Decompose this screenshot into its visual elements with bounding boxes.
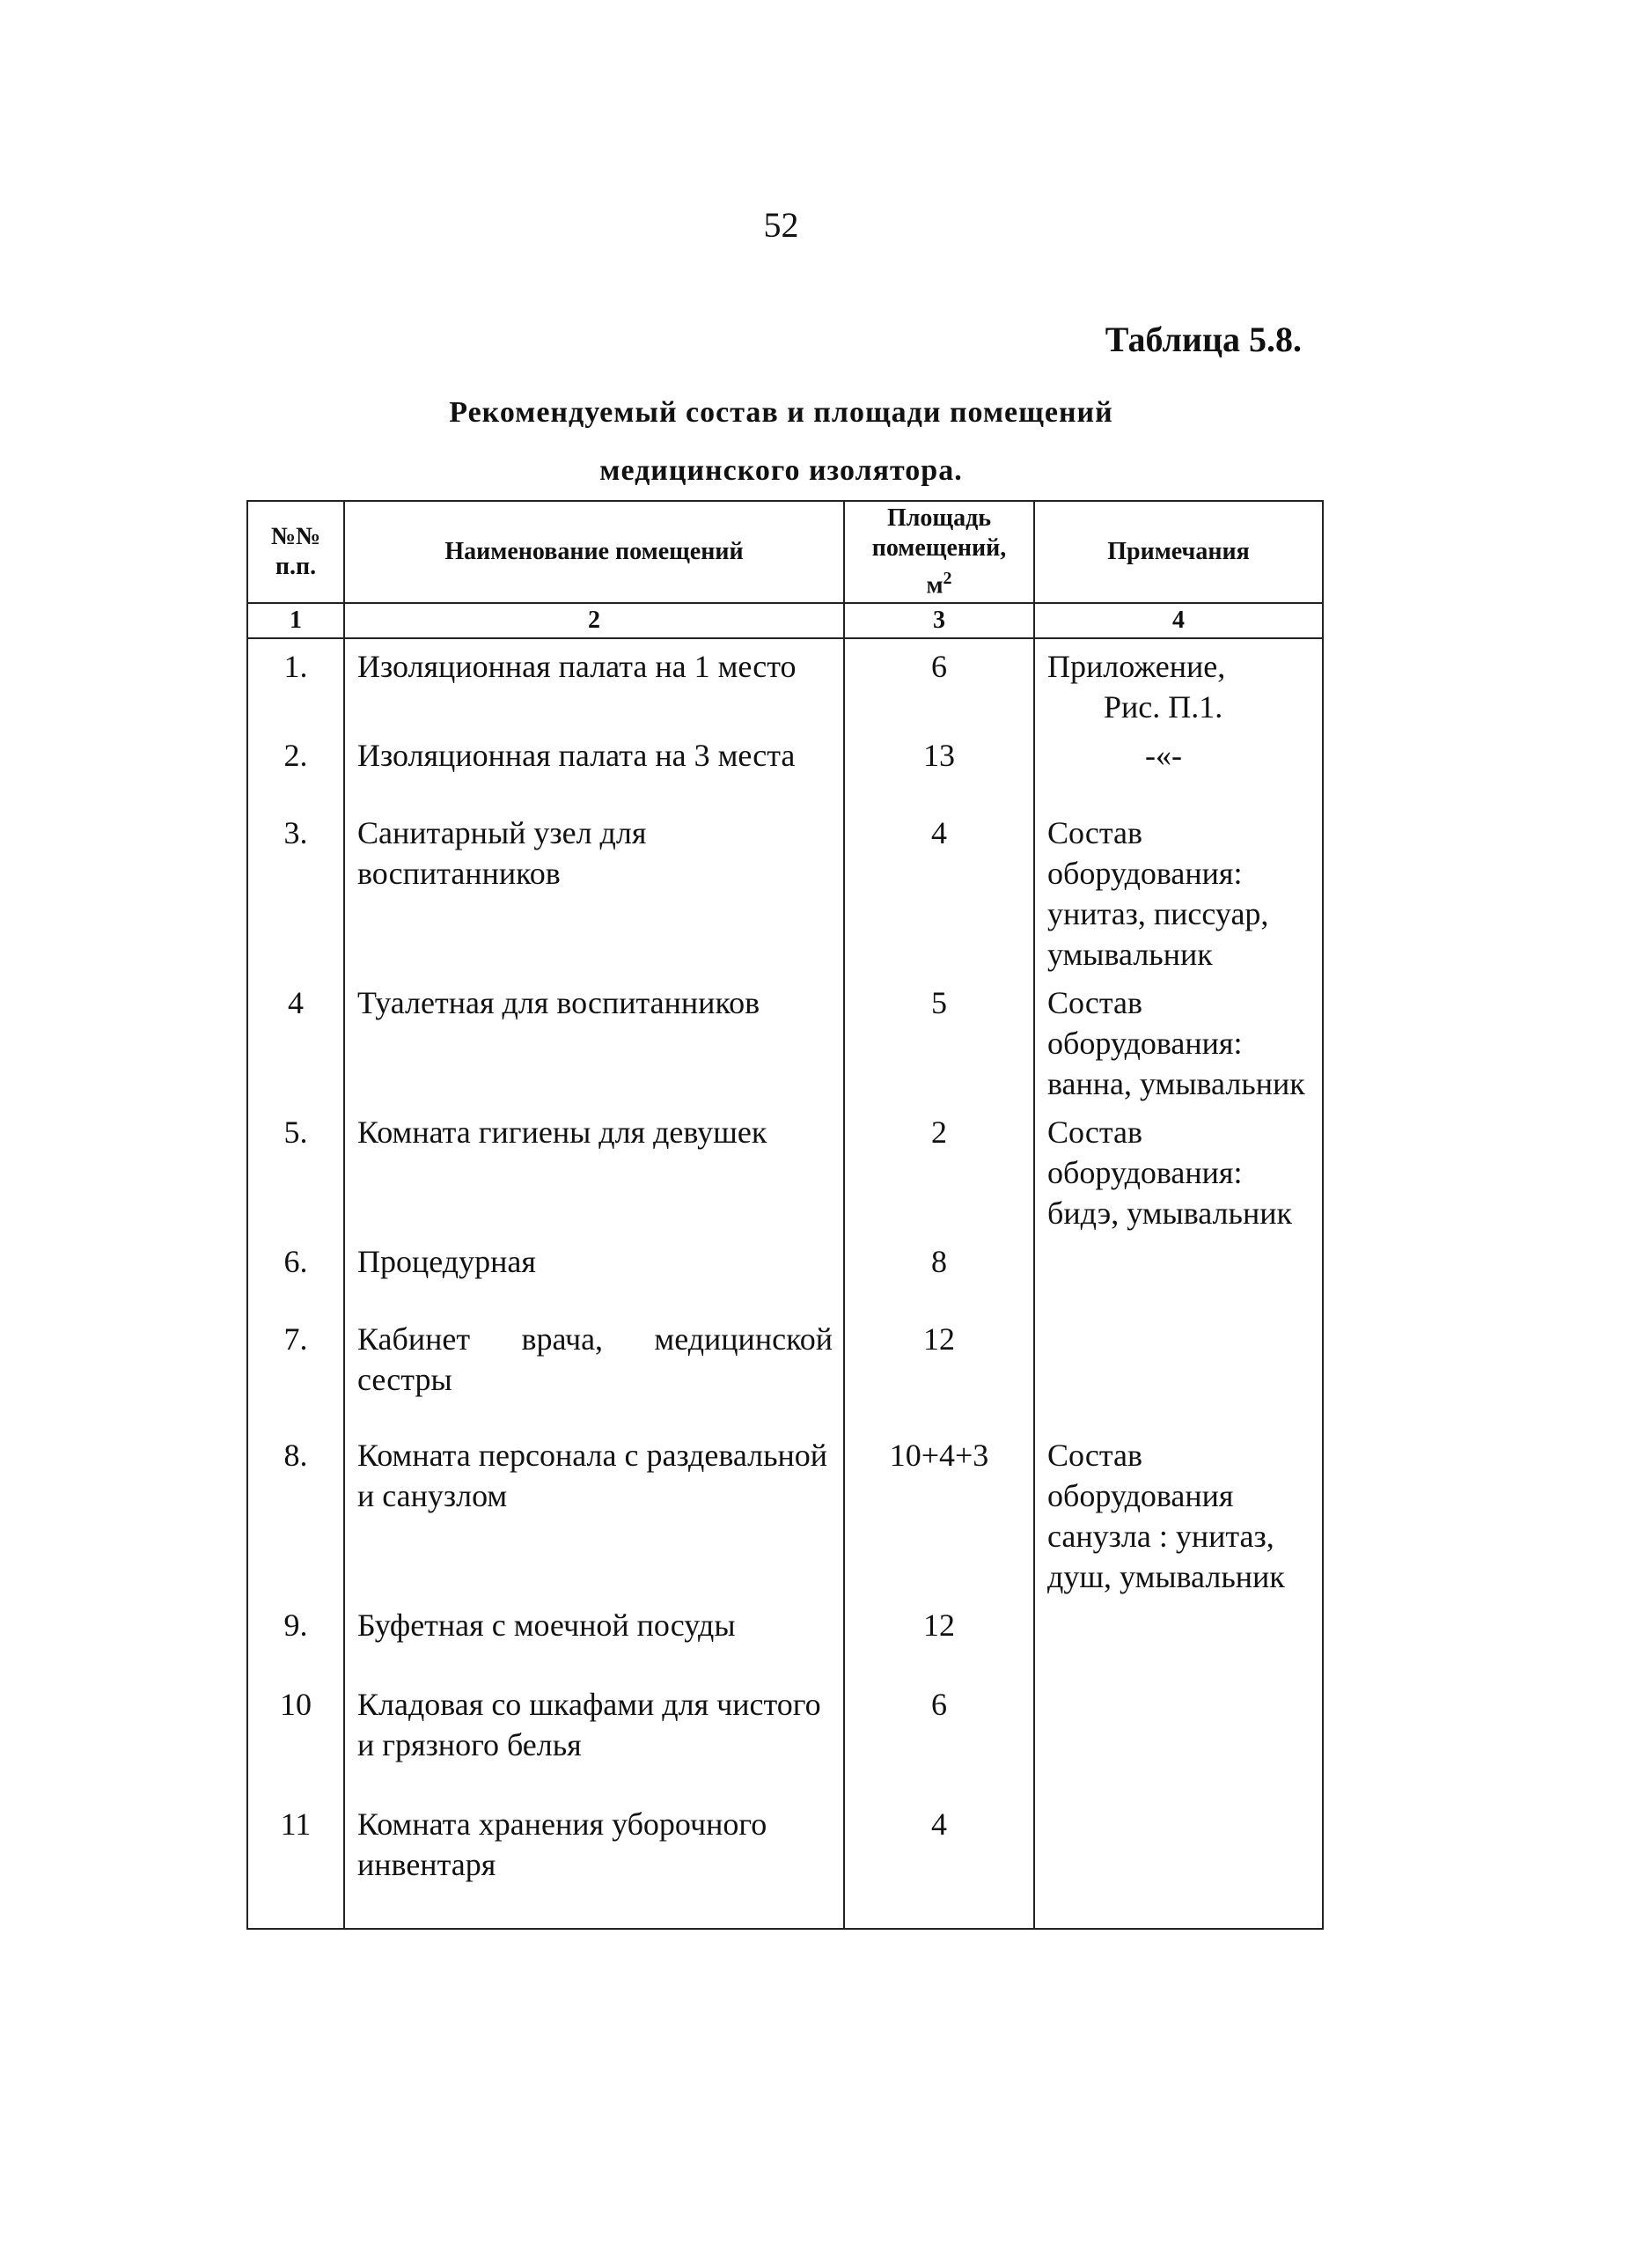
row-number: 8.: [247, 1428, 344, 1598]
room-area: 4: [844, 806, 1034, 975]
room-note: Состав оборудования санузла : унитаз, душ, умывальник: [1034, 1428, 1323, 1598]
table-row: [247, 1677, 1323, 1797]
room-note: [1034, 1797, 1323, 1929]
table-title-line2: медицинского изолятора.: [599, 454, 963, 487]
column-number-row: [247, 603, 1323, 638]
room-area: 13: [844, 728, 1034, 806]
table-label: Таблица 5.8.: [1105, 320, 1302, 359]
room-area: 5: [844, 975, 1034, 1105]
header-number-line2: п.п.: [275, 553, 317, 580]
row-number: 6.: [247, 1234, 344, 1312]
table-row: [247, 1312, 1323, 1428]
row-number: 11: [247, 1797, 344, 1929]
table-row: [247, 728, 1323, 806]
room-name: Процедурная: [344, 1234, 844, 1312]
row-number: 9.: [247, 1598, 344, 1677]
row-number: 7.: [247, 1312, 344, 1428]
row-number: 1.: [247, 638, 344, 728]
table-row: [247, 1428, 1323, 1598]
row-number: 4: [247, 975, 344, 1105]
room-note: Состав оборудования: унитаз, писсуар, умывальник: [1034, 806, 1323, 975]
room-area: 6: [844, 638, 1034, 728]
header-notes: Примечания: [1034, 501, 1323, 603]
header-area: [844, 501, 1034, 603]
room-name: Комната персонала с раздевальной и санузлом: [344, 1428, 844, 1598]
room-name: Кабинет врача, медицинской сестры: [344, 1312, 844, 1428]
table-row: [247, 1105, 1323, 1234]
room-area: 6: [844, 1677, 1034, 1797]
rooms-table: [246, 500, 1324, 1930]
room-name: Изоляционная палата на 1 место: [344, 638, 844, 728]
room-name: Комната гигиены для девушек: [344, 1105, 844, 1234]
room-name: Буфетная с моечной посуды: [344, 1598, 844, 1677]
table-row: [247, 1797, 1323, 1929]
room-name: Санитарный узел для воспитанников: [344, 806, 844, 975]
room-note: [1034, 1312, 1323, 1428]
header-room-name: Наименование помещений: [344, 501, 844, 603]
table-row: [247, 1598, 1323, 1677]
room-note: Состав оборудования: ванна, умывальник: [1034, 975, 1323, 1105]
header-number-line1: №№: [270, 523, 321, 550]
room-name: Изоляционная палата на 3 места: [344, 728, 844, 806]
column-number: 2: [344, 603, 844, 638]
room-note: [1034, 728, 1323, 806]
row-number: 2.: [247, 728, 344, 806]
room-note: [1034, 638, 1323, 728]
room-name: Туалетная для воспитанников: [344, 975, 844, 1105]
room-area: 8: [844, 1234, 1034, 1312]
rooms-table-wrapper: [246, 500, 1322, 1930]
room-note: [1034, 1234, 1323, 1312]
header-area-unit: [848, 563, 1030, 600]
room-name: Комната хранения уборочного инвентаря: [344, 1797, 844, 1929]
room-area: 4: [844, 1797, 1034, 1929]
header-area-line1: Площадь: [886, 504, 992, 532]
column-number: 4: [1034, 603, 1323, 638]
row-number: 5.: [247, 1105, 344, 1234]
page-number: 52: [763, 205, 799, 245]
table-row: [247, 1234, 1323, 1312]
table-row: [247, 975, 1323, 1105]
room-note-line1: Приложение,: [1047, 649, 1226, 684]
room-area: 10+4+3: [844, 1428, 1034, 1598]
room-area: 2: [844, 1105, 1034, 1234]
row-number: 3.: [247, 806, 344, 975]
room-note-line2: Рис. П.1.: [1104, 689, 1223, 725]
column-number: 3: [844, 603, 1034, 638]
header-number: [247, 501, 344, 603]
room-note-ditto: -«-: [1145, 738, 1182, 773]
room-area: 12: [844, 1598, 1034, 1677]
room-note: [1034, 1677, 1323, 1797]
row-number: 10: [247, 1677, 344, 1797]
table-title: [0, 384, 1562, 500]
header-area-unit-text: м: [926, 571, 943, 600]
table-row: [247, 806, 1323, 975]
room-note: [1034, 1598, 1323, 1677]
table-title-line1: Рекомендуемый состав и площади помещений: [449, 396, 1113, 429]
header-area-line2: помещений,: [871, 533, 1007, 562]
column-number: 1: [247, 603, 344, 638]
room-name: Кладовая со шкафами для чистого и грязного белья: [344, 1677, 844, 1797]
table-row: [247, 638, 1323, 728]
room-area: 12: [844, 1312, 1034, 1428]
room-note: Состав оборудования: бидэ, умывальник: [1034, 1105, 1323, 1234]
table-header-row: [247, 501, 1323, 603]
header-area-unit-sup: 2: [943, 568, 952, 588]
